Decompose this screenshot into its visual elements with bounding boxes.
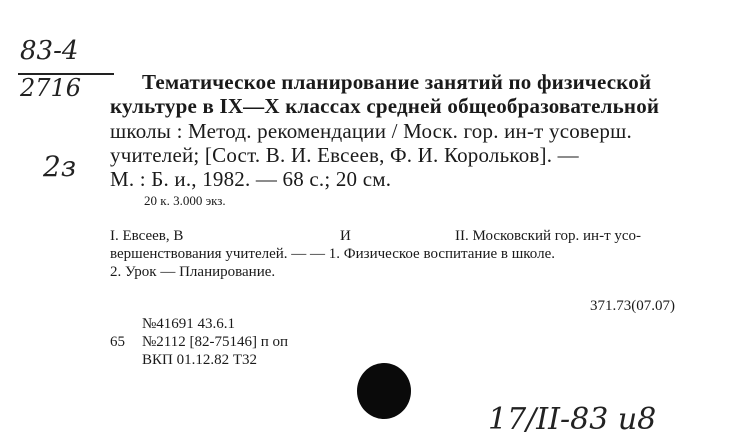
author-mark: 2з <box>43 150 77 183</box>
title-line-3: школы : Метод. рекомендации / Моск. гор. ин-т усоверш. <box>110 119 632 143</box>
added-entry-org: II. Московский гор. ин-т усо- <box>455 228 642 244</box>
catalog-line-2: №2112 [82-75146] п оп <box>142 334 289 350</box>
punch-hole <box>357 363 411 419</box>
tracing-line-1: вершенствования учителей. — — 1. Физическое воспитание в школе. <box>110 246 555 262</box>
title-line-4: учителей; [Сост. В. И. Евсеев, Ф. И. Корольков]. — <box>110 143 579 167</box>
classification-number: 371.73(07.07) <box>590 298 675 314</box>
handwritten-date: 17/II-83 и8 <box>488 402 657 437</box>
title-line-2: культуре в IX—X классах средней общеобразовательной <box>110 94 660 118</box>
catalog-line-3: ВКП 01.12.82 Т32 <box>142 352 258 368</box>
added-entry-author: I. Евсеев, В <box>110 228 184 244</box>
catalog-prefix: 65 <box>110 334 125 350</box>
title-line-1: Тематическое планирование занятий по физической <box>142 70 652 94</box>
tracing-line-2: 2. Урок — Планирование. <box>110 264 276 280</box>
shelfmark-top: 83-4 <box>20 36 79 66</box>
shelfmark-bottom: 2716 <box>20 74 82 102</box>
added-entry-initial: И <box>340 228 351 244</box>
catalog-line-1: №41691 43.6.1 <box>142 316 236 332</box>
title-line-5: М. : Б. и., 1982. — 68 с.; 20 см. <box>110 167 392 191</box>
price-line: 20 к. 3.000 экз. <box>144 193 226 208</box>
